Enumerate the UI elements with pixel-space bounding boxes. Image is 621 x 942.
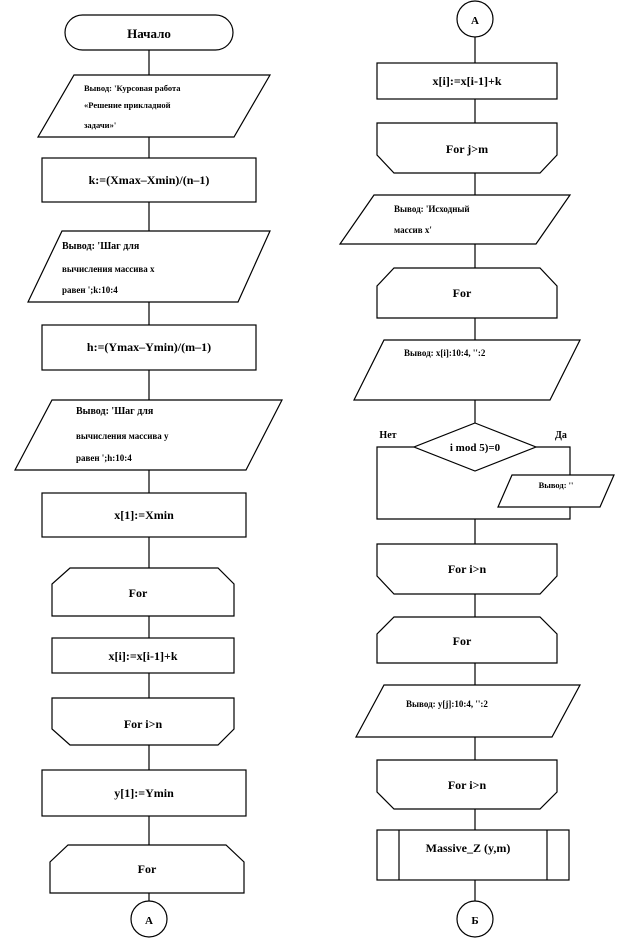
for-j-label: For j>m — [445, 142, 489, 156]
decision-no-label: Нет — [379, 430, 397, 441]
loop-start-for-4 — [377, 617, 557, 663]
output-title-line1: Вывод: 'Курсовая работа — [84, 83, 181, 93]
subroutine-label: Massive_Z (y,m) — [425, 841, 511, 855]
output-step-y — [15, 400, 282, 470]
for-3-label: For — [452, 286, 472, 300]
output-step-x — [28, 231, 270, 302]
process-y1 — [42, 770, 246, 816]
output-newline — [498, 475, 614, 507]
process-calc-k — [42, 158, 256, 202]
for-i-3-label: For i>n — [447, 778, 487, 792]
output-source-array-line1: Вывод: 'Исходный — [394, 204, 470, 214]
calc-h-label: h:=(Ymax–Ymin)/(m–1) — [86, 340, 212, 354]
connector-b-out-label: Б — [471, 915, 479, 927]
loop-start-for-1 — [52, 568, 234, 616]
for-2-label: For — [137, 862, 157, 876]
calc-k-label: k:=(Xmax–Xmin)/(n–1) — [88, 173, 210, 187]
for-i-2-label: For i>n — [447, 562, 487, 576]
output-title — [38, 75, 270, 137]
output-step-y-line3: равен ';h:10:4 — [76, 453, 132, 463]
connector-a-out-label: А — [145, 915, 153, 927]
connector-a-in-label: А — [471, 15, 479, 27]
loop-end-for-i-3 — [377, 760, 557, 809]
output-source-array — [340, 195, 570, 244]
output-step-y-line2: вычисления массива y — [76, 431, 169, 441]
for-4-label: For — [452, 634, 472, 648]
output-yj-value-label: Вывод: y[j]:10:4, '':2 — [406, 699, 488, 709]
decision-yes-label: Да — [555, 430, 567, 441]
for-i-1-label: For i>n — [123, 717, 163, 731]
connector-a-out — [131, 901, 167, 937]
process-xi-right — [377, 63, 557, 99]
decision-label: i mod 5)=0 — [449, 442, 501, 454]
output-xi-value — [354, 340, 580, 400]
subroutine-massive-z — [377, 830, 569, 880]
left-column — [15, 15, 282, 937]
loop-end-for-j — [377, 123, 557, 173]
x1-label: x[1]:=Xmin — [114, 508, 174, 522]
output-newline-label: Вывод: '' — [538, 480, 574, 490]
connector-a-in — [457, 1, 493, 37]
process-calc-h — [42, 325, 256, 370]
loop-end-for-i-1 — [52, 698, 234, 745]
output-source-array-line2: массив x' — [394, 225, 432, 235]
loop-end-for-i-2 — [377, 544, 557, 594]
connector-b-out — [457, 901, 493, 937]
output-step-x-line2: вычисления массива x — [62, 264, 155, 274]
output-title-line2: «Решение прикладной — [84, 100, 171, 110]
start-label: Начало — [127, 26, 171, 41]
output-xi-value-label: Вывод: x[i]:10:4, '':2 — [404, 348, 486, 358]
loop-start-for-3 — [377, 268, 557, 318]
right-column — [340, 1, 614, 937]
process-xi — [52, 638, 234, 673]
output-step-y-line1: Вывод: 'Шаг для — [76, 406, 154, 417]
output-step-x-line3: равен ';k:10:4 — [62, 285, 118, 295]
start-terminator — [65, 15, 233, 50]
process-x1 — [42, 493, 246, 537]
for-1-label: For — [128, 586, 148, 600]
output-yj-value — [356, 685, 580, 737]
xi-right-label: x[i]:=x[i-1]+k — [432, 74, 502, 88]
output-title-line3: задачи»' — [84, 120, 117, 130]
xi-label: x[i]:=x[i-1]+k — [108, 649, 178, 663]
y1-label: y[1]:=Ymin — [114, 786, 174, 800]
output-step-x-line1: Вывод: 'Шаг для — [62, 241, 140, 252]
loop-start-for-2 — [50, 845, 244, 893]
